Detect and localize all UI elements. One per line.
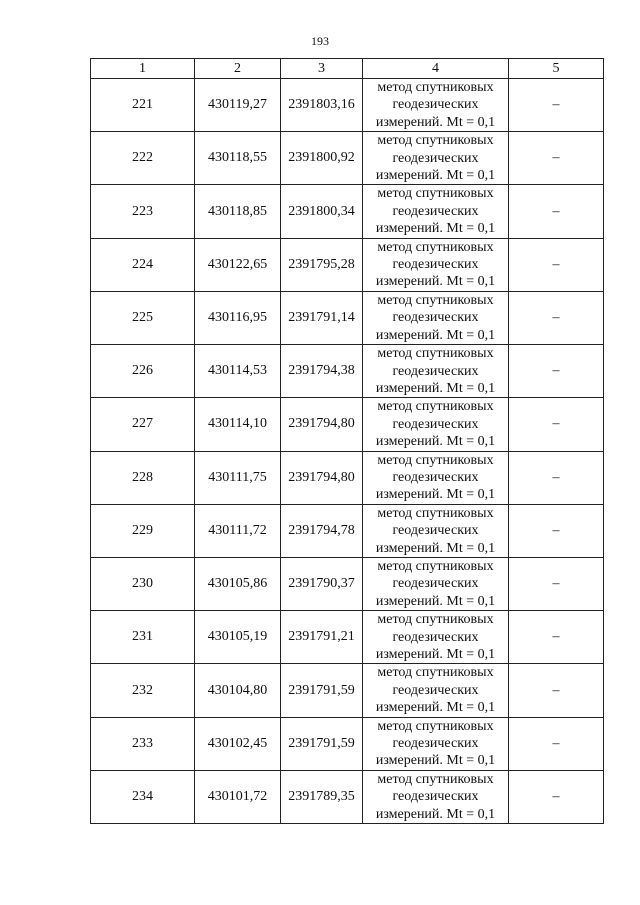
table-row: [91, 717, 604, 770]
method-cell: [363, 611, 509, 664]
y-coordinate-cell: 2391803,16: [281, 79, 363, 132]
point-number-cell: 221: [91, 79, 195, 132]
note-cell: –: [509, 79, 604, 132]
note-cell: –: [509, 717, 604, 770]
column-header-1: 1: [91, 59, 195, 79]
method-line: метод спутниковых: [377, 771, 494, 787]
coordinates-table: [90, 58, 604, 824]
point-number-cell: 230: [91, 557, 195, 610]
table-body: [91, 79, 604, 824]
method-cell: [363, 398, 509, 451]
column-header-4: 4: [363, 59, 509, 79]
y-coordinate-cell: 2391789,35: [281, 770, 363, 823]
method-line: геодезических: [392, 469, 479, 485]
method-line: метод спутниковых: [377, 718, 494, 734]
method-cell: [363, 770, 509, 823]
note-cell: –: [509, 770, 604, 823]
note-cell: –: [509, 557, 604, 610]
method-cell: [363, 717, 509, 770]
note-cell: –: [509, 451, 604, 504]
method-line: геодезических: [392, 736, 479, 752]
method-cell: [363, 185, 509, 238]
y-coordinate-cell: 2391794,38: [281, 345, 363, 398]
x-coordinate-cell: 430105,19: [195, 611, 281, 664]
table-row: [91, 557, 604, 610]
method-cell: [363, 132, 509, 185]
method-line: измерений. Mt = 0,1: [375, 114, 496, 130]
method-line: геодезических: [392, 682, 479, 698]
column-header-5: 5: [509, 59, 604, 79]
x-coordinate-cell: 430105,86: [195, 557, 281, 610]
method-line: метод спутниковых: [377, 80, 494, 95]
note-cell: –: [509, 504, 604, 557]
y-coordinate-cell: 2391791,59: [281, 717, 363, 770]
x-coordinate-cell: 430104,80: [195, 664, 281, 717]
method-line: метод спутниковых: [377, 186, 494, 202]
method-line: измерений. Mt = 0,1: [375, 753, 496, 769]
method-line: геодезических: [392, 629, 479, 645]
method-cell: [363, 504, 509, 557]
y-coordinate-cell: 2391790,37: [281, 557, 363, 610]
point-number-cell: 227: [91, 398, 195, 451]
method-line: геодезических: [392, 257, 479, 273]
y-coordinate-cell: 2391800,34: [281, 185, 363, 238]
table-row: [91, 504, 604, 557]
method-line: геодезических: [392, 789, 479, 805]
method-line: метод спутниковых: [377, 452, 494, 468]
method-cell: [363, 664, 509, 717]
method-line: метод спутниковых: [377, 239, 494, 255]
point-number-cell: 231: [91, 611, 195, 664]
y-coordinate-cell: 2391791,14: [281, 291, 363, 344]
method-line: измерений. Mt = 0,1: [375, 540, 496, 556]
x-coordinate-cell: 430118,85: [195, 185, 281, 238]
note-cell: –: [509, 664, 604, 717]
point-number-cell: 232: [91, 664, 195, 717]
point-number-cell: 234: [91, 770, 195, 823]
x-coordinate-cell: 430119,27: [195, 79, 281, 132]
x-coordinate-cell: 430116,95: [195, 291, 281, 344]
method-line: метод спутниковых: [377, 612, 494, 628]
x-coordinate-cell: 430102,45: [195, 717, 281, 770]
note-cell: –: [509, 238, 604, 291]
x-coordinate-cell: 430118,55: [195, 132, 281, 185]
point-number-cell: 229: [91, 504, 195, 557]
method-line: измерений. Mt = 0,1: [375, 380, 496, 396]
y-coordinate-cell: 2391791,21: [281, 611, 363, 664]
method-line: метод спутниковых: [377, 292, 494, 308]
y-coordinate-cell: 2391794,80: [281, 398, 363, 451]
method-line: геодезических: [392, 523, 479, 539]
note-cell: –: [509, 291, 604, 344]
method-line: метод спутниковых: [377, 133, 494, 149]
y-coordinate-cell: 2391794,80: [281, 451, 363, 504]
note-cell: –: [509, 398, 604, 451]
note-cell: –: [509, 345, 604, 398]
point-number-cell: 225: [91, 291, 195, 344]
x-coordinate-cell: 430114,10: [195, 398, 281, 451]
column-header-3: 3: [281, 59, 363, 79]
point-number-cell: 228: [91, 451, 195, 504]
y-coordinate-cell: 2391794,78: [281, 504, 363, 557]
x-coordinate-cell: 430122,65: [195, 238, 281, 291]
method-line: метод спутниковых: [377, 665, 494, 681]
page-number: 193: [311, 34, 329, 48]
method-line: измерений. Mt = 0,1: [375, 274, 496, 290]
x-coordinate-cell: 430111,75: [195, 451, 281, 504]
method-line: измерений. Mt = 0,1: [375, 434, 496, 450]
table-row: [91, 770, 604, 823]
method-cell: [363, 557, 509, 610]
x-coordinate-cell: 430101,72: [195, 770, 281, 823]
table-row: [91, 398, 604, 451]
method-cell: [363, 79, 509, 132]
method-line: геодезических: [392, 203, 479, 219]
method-line: геодезических: [392, 363, 479, 379]
y-coordinate-cell: 2391795,28: [281, 238, 363, 291]
method-line: измерений. Mt = 0,1: [375, 593, 496, 609]
table-row: [91, 238, 604, 291]
method-cell: [363, 451, 509, 504]
method-line: измерений. Mt = 0,1: [375, 806, 496, 822]
method-line: измерений. Mt = 0,1: [375, 647, 496, 662]
y-coordinate-cell: 2391800,92: [281, 132, 363, 185]
point-number-cell: 226: [91, 345, 195, 398]
table-row: [91, 451, 604, 504]
table-row: [91, 185, 604, 238]
method-cell: [363, 345, 509, 398]
table-row: [91, 345, 604, 398]
method-line: метод спутниковых: [377, 505, 494, 521]
table-row: [91, 132, 604, 185]
table-row: [91, 611, 604, 664]
x-coordinate-cell: 430114,53: [195, 345, 281, 398]
note-cell: –: [509, 611, 604, 664]
method-line: измерений. Mt = 0,1: [375, 221, 496, 237]
table-row: [91, 664, 604, 717]
method-line: измерений. Mt = 0,1: [375, 487, 496, 503]
method-line: геодезических: [392, 97, 479, 113]
method-cell: [363, 291, 509, 344]
point-number-cell: 233: [91, 717, 195, 770]
point-number-cell: 222: [91, 132, 195, 185]
method-cell: [363, 238, 509, 291]
table-row: [91, 79, 604, 132]
note-cell: –: [509, 132, 604, 185]
method-line: измерений. Mt = 0,1: [375, 327, 496, 343]
method-line: измерений. Mt = 0,1: [375, 168, 496, 184]
x-coordinate-cell: 430111,72: [195, 504, 281, 557]
method-line: метод спутниковых: [377, 346, 494, 362]
table-row: [91, 291, 604, 344]
method-line: метод спутниковых: [377, 399, 494, 415]
point-number-cell: 223: [91, 185, 195, 238]
note-cell: –: [509, 185, 604, 238]
column-header-2: 2: [195, 59, 281, 79]
table-header-row: [91, 59, 604, 79]
method-line: измерений. Mt = 0,1: [375, 700, 496, 716]
method-line: геодезических: [392, 416, 479, 432]
y-coordinate-cell: 2391791,59: [281, 664, 363, 717]
point-number-cell: 224: [91, 238, 195, 291]
method-line: метод спутниковых: [377, 558, 494, 574]
method-line: геодезических: [392, 576, 479, 592]
method-line: геодезических: [392, 310, 479, 326]
method-line: геодезических: [392, 150, 479, 166]
